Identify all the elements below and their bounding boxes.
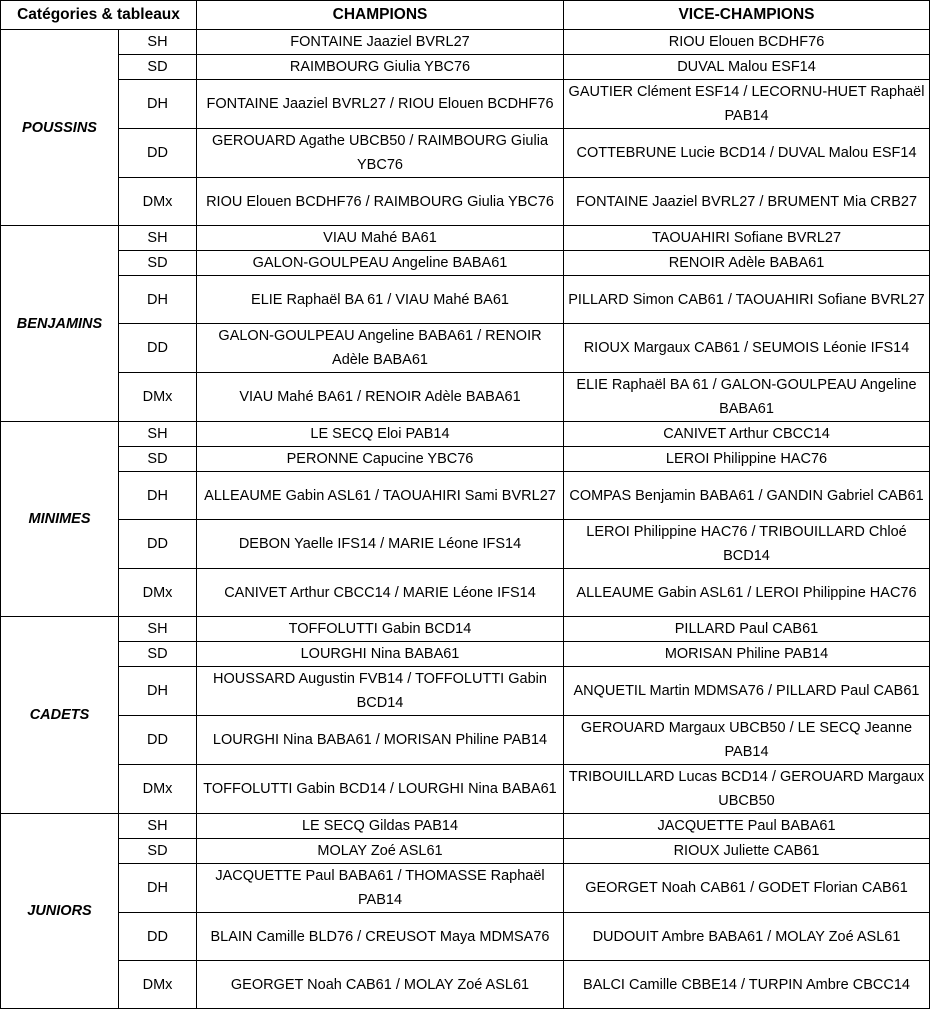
category-cell: POUSSINS bbox=[1, 30, 119, 226]
table-row bbox=[1, 55, 930, 80]
champion-cell: RAIMBOURG Giulia YBC76 bbox=[197, 55, 564, 80]
table-row bbox=[1, 961, 930, 1009]
table-row bbox=[1, 569, 930, 617]
event-cell: DMx bbox=[119, 569, 197, 617]
event-cell: DH bbox=[119, 472, 197, 520]
champion-cell: GEROUARD Agathe UBCB50 / RAIMBOURG Giulia YBC76 bbox=[197, 129, 564, 178]
event-cell: DD bbox=[119, 913, 197, 961]
event-cell: DD bbox=[119, 129, 197, 178]
vice-champion-cell: TAOUAHIRI Sofiane BVRL27 bbox=[564, 226, 930, 251]
vice-champion-cell: BALCI Camille CBBE14 / TURPIN Ambre CBCC14 bbox=[564, 961, 930, 1009]
table-row bbox=[1, 276, 930, 324]
vice-champion-cell: ANQUETIL Martin MDMSA76 / PILLARD Paul CAB61 bbox=[564, 667, 930, 716]
table-row bbox=[1, 30, 930, 55]
table-row bbox=[1, 667, 930, 716]
vice-champion-cell: MORISAN Philine PAB14 bbox=[564, 642, 930, 667]
champion-cell: GALON-GOULPEAU Angeline BABA61 / RENOIR Adèle BABA61 bbox=[197, 324, 564, 373]
event-cell: DH bbox=[119, 80, 197, 129]
vice-champion-cell: RIOUX Margaux CAB61 / SEUMOIS Léonie IFS14 bbox=[564, 324, 930, 373]
champion-cell: VIAU Mahé BA61 bbox=[197, 226, 564, 251]
table-row bbox=[1, 80, 930, 129]
header-vice-champions: VICE-CHAMPIONS bbox=[564, 1, 930, 30]
table-row bbox=[1, 814, 930, 839]
table-row bbox=[1, 251, 930, 276]
event-cell: SH bbox=[119, 226, 197, 251]
champion-cell: MOLAY Zoé ASL61 bbox=[197, 839, 564, 864]
event-cell: SD bbox=[119, 447, 197, 472]
vice-champion-cell: GEROUARD Margaux UBCB50 / LE SECQ Jeanne PAB14 bbox=[564, 716, 930, 765]
champion-cell: LOURGHI Nina BABA61 / MORISAN Philine PAB14 bbox=[197, 716, 564, 765]
vice-champion-cell: LEROI Philippine HAC76 bbox=[564, 447, 930, 472]
event-cell: SD bbox=[119, 642, 197, 667]
event-cell: DD bbox=[119, 324, 197, 373]
event-cell: SH bbox=[119, 617, 197, 642]
category-cell: BENJAMINS bbox=[1, 226, 119, 422]
vice-champion-cell: CANIVET Arthur CBCC14 bbox=[564, 422, 930, 447]
header-row bbox=[1, 1, 930, 30]
champion-cell: CANIVET Arthur CBCC14 / MARIE Léone IFS14 bbox=[197, 569, 564, 617]
event-cell: DMx bbox=[119, 178, 197, 226]
event-cell: DMx bbox=[119, 961, 197, 1009]
table-row bbox=[1, 373, 930, 422]
header-category: Catégories & tableaux bbox=[1, 1, 197, 30]
table-row bbox=[1, 864, 930, 913]
vice-champion-cell: RIOUX Juliette CAB61 bbox=[564, 839, 930, 864]
category-cell: MINIMES bbox=[1, 422, 119, 617]
champion-cell: FONTAINE Jaaziel BVRL27 / RIOU Elouen BCDHF76 bbox=[197, 80, 564, 129]
event-cell: DD bbox=[119, 716, 197, 765]
vice-champion-cell: RENOIR Adèle BABA61 bbox=[564, 251, 930, 276]
vice-champion-cell: LEROI Philippine HAC76 / TRIBOUILLARD Chloé BCD14 bbox=[564, 520, 930, 569]
event-cell: SD bbox=[119, 251, 197, 276]
table-row bbox=[1, 447, 930, 472]
event-cell: DMx bbox=[119, 765, 197, 814]
vice-champion-cell: ALLEAUME Gabin ASL61 / LEROI Philippine HAC76 bbox=[564, 569, 930, 617]
table-body bbox=[1, 30, 930, 1009]
event-cell: SH bbox=[119, 30, 197, 55]
champion-cell: BLAIN Camille BLD76 / CREUSOT Maya MDMSA76 bbox=[197, 913, 564, 961]
champion-cell: LE SECQ Gildas PAB14 bbox=[197, 814, 564, 839]
table-row bbox=[1, 642, 930, 667]
vice-champion-cell: ELIE Raphaël BA 61 / GALON-GOULPEAU Angeline BABA61 bbox=[564, 373, 930, 422]
vice-champion-cell: FONTAINE Jaaziel BVRL27 / BRUMENT Mia CRB27 bbox=[564, 178, 930, 226]
vice-champion-cell: GEORGET Noah CAB61 / GODET Florian CAB61 bbox=[564, 864, 930, 913]
table-row bbox=[1, 422, 930, 447]
vice-champion-cell: GAUTIER Clément ESF14 / LECORNU-HUET Raphaël PAB14 bbox=[564, 80, 930, 129]
champion-cell: GALON-GOULPEAU Angeline BABA61 bbox=[197, 251, 564, 276]
event-cell: DMx bbox=[119, 373, 197, 422]
vice-champion-cell: PILLARD Simon CAB61 / TAOUAHIRI Sofiane BVRL27 bbox=[564, 276, 930, 324]
champion-cell: TOFFOLUTTI Gabin BCD14 bbox=[197, 617, 564, 642]
table-row bbox=[1, 765, 930, 814]
table-row bbox=[1, 472, 930, 520]
champion-cell: DEBON Yaelle IFS14 / MARIE Léone IFS14 bbox=[197, 520, 564, 569]
vice-champion-cell: DUDOUIT Ambre BABA61 / MOLAY Zoé ASL61 bbox=[564, 913, 930, 961]
champion-cell: RIOU Elouen BCDHF76 / RAIMBOURG Giulia YBC76 bbox=[197, 178, 564, 226]
table-row bbox=[1, 520, 930, 569]
event-cell: DH bbox=[119, 667, 197, 716]
table-row bbox=[1, 716, 930, 765]
event-cell: DH bbox=[119, 276, 197, 324]
category-cell: CADETS bbox=[1, 617, 119, 814]
champion-cell: LE SECQ Eloi PAB14 bbox=[197, 422, 564, 447]
header-champions: CHAMPIONS bbox=[197, 1, 564, 30]
champion-cell: FONTAINE Jaaziel BVRL27 bbox=[197, 30, 564, 55]
event-cell: SD bbox=[119, 55, 197, 80]
champion-cell: ALLEAUME Gabin ASL61 / TAOUAHIRI Sami BVRL27 bbox=[197, 472, 564, 520]
champion-cell: HOUSSARD Augustin FVB14 / TOFFOLUTTI Gabin BCD14 bbox=[197, 667, 564, 716]
table-row bbox=[1, 226, 930, 251]
champion-cell: VIAU Mahé BA61 / RENOIR Adèle BABA61 bbox=[197, 373, 564, 422]
event-cell: DD bbox=[119, 520, 197, 569]
table-header bbox=[1, 1, 930, 30]
event-cell: SH bbox=[119, 814, 197, 839]
event-cell: DH bbox=[119, 864, 197, 913]
vice-champion-cell: PILLARD Paul CAB61 bbox=[564, 617, 930, 642]
champion-cell: PERONNE Capucine YBC76 bbox=[197, 447, 564, 472]
vice-champion-cell: TRIBOUILLARD Lucas BCD14 / GEROUARD Margaux UBCB50 bbox=[564, 765, 930, 814]
vice-champion-cell: DUVAL Malou ESF14 bbox=[564, 55, 930, 80]
champion-cell: JACQUETTE Paul BABA61 / THOMASSE Raphaël PAB14 bbox=[197, 864, 564, 913]
table-row bbox=[1, 129, 930, 178]
vice-champion-cell: RIOU Elouen BCDHF76 bbox=[564, 30, 930, 55]
event-cell: SD bbox=[119, 839, 197, 864]
vice-champion-cell: JACQUETTE Paul BABA61 bbox=[564, 814, 930, 839]
table-row bbox=[1, 324, 930, 373]
champion-cell: TOFFOLUTTI Gabin BCD14 / LOURGHI Nina BABA61 bbox=[197, 765, 564, 814]
champion-cell: GEORGET Noah CAB61 / MOLAY Zoé ASL61 bbox=[197, 961, 564, 1009]
category-cell: JUNIORS bbox=[1, 814, 119, 1009]
vice-champion-cell: COTTEBRUNE Lucie BCD14 / DUVAL Malou ESF14 bbox=[564, 129, 930, 178]
vice-champion-cell: COMPAS Benjamin BABA61 / GANDIN Gabriel CAB61 bbox=[564, 472, 930, 520]
champion-cell: LOURGHI Nina BABA61 bbox=[197, 642, 564, 667]
table-row bbox=[1, 617, 930, 642]
table-row bbox=[1, 913, 930, 961]
champion-cell: ELIE Raphaël BA 61 / VIAU Mahé BA61 bbox=[197, 276, 564, 324]
table-row bbox=[1, 178, 930, 226]
event-cell: SH bbox=[119, 422, 197, 447]
table-row bbox=[1, 839, 930, 864]
